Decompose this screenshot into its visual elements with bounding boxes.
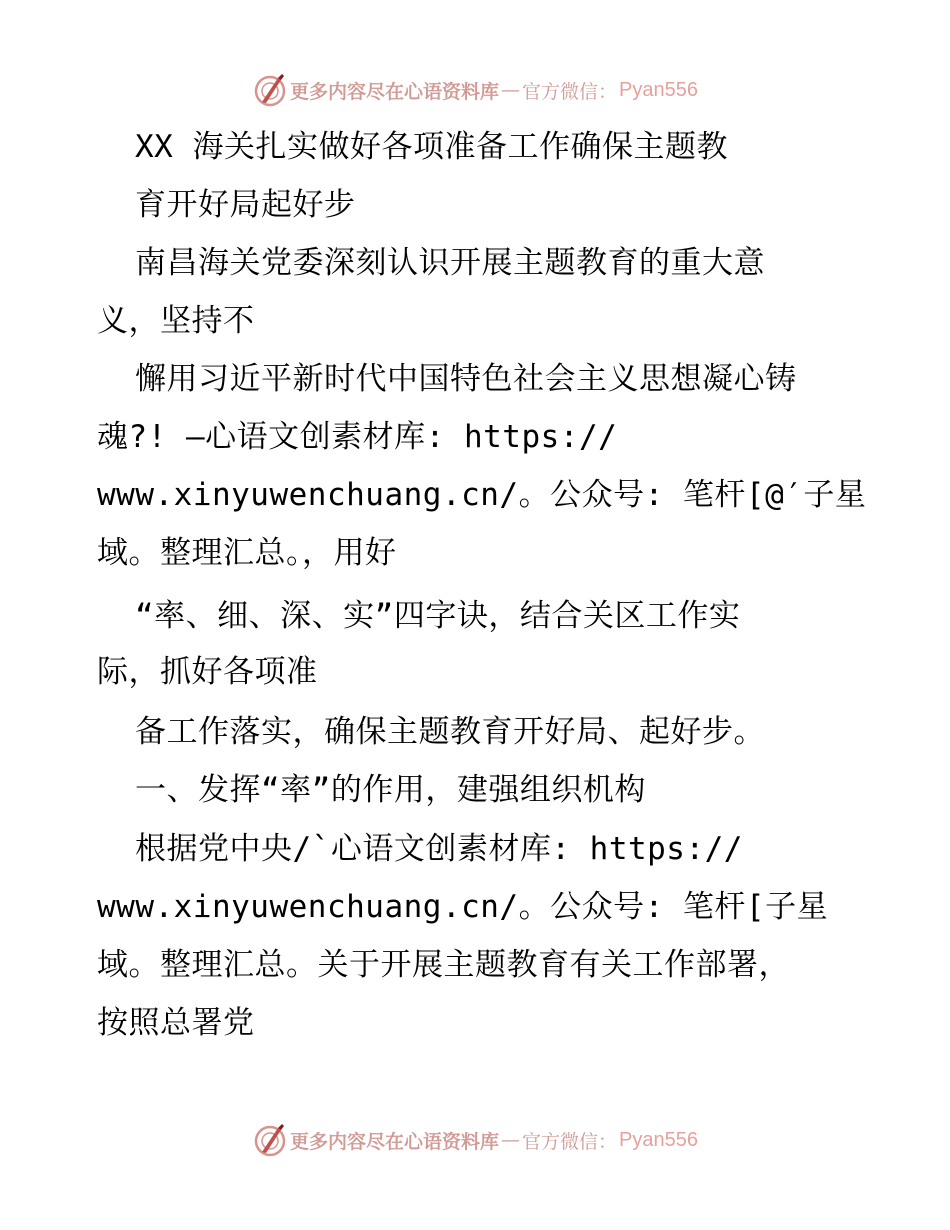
pen-logo-icon [252,72,288,108]
banner-wechat-id: Pyan556 [619,1128,698,1151]
banner-dash: — [501,1129,521,1151]
doc-line: 际，抓好各项准 [97,654,318,690]
doc-line: 备工作落实，确保主题教育开好局、起好步。 [135,714,765,750]
banner-dash: — [501,79,521,101]
banner-title: 更多内容尽在心语资料库 [290,1130,500,1153]
header-watermark-banner [0,70,950,110]
pen-logo-icon [252,1122,288,1158]
doc-line: 懈用习近平新时代中国特色社会主义思想凝心铸 [135,361,797,397]
doc-line: 域。整理汇总。关于开展主题教育有关工作部署， [97,947,790,983]
doc-line: www.xinyuwenchuang.cn/。公众号: 笔杆[子星 [97,889,829,925]
doc-line: 魂?! —心语文创素材库: https:// [97,419,618,455]
doc-line: 按照总署党 [97,1005,255,1041]
doc-line-title-1: XX 海关扎实做好各项准备工作确保主题教 [135,129,728,165]
doc-line-section-heading: 一、发挥“率”的作用，建强组织机构 [135,772,646,808]
doc-line: 南昌海关党委深刻认识开展主题教育的重大意 [135,245,765,281]
doc-line: 义，坚持不 [97,303,255,339]
doc-line-title-2: 育开好局起好步 [135,187,356,223]
doc-line: 域。整理汇总。，用好 [97,535,397,571]
doc-line: 根据党中央/`心语文创素材库: https:// [135,831,743,867]
banner-wechat-id: Pyan556 [619,78,698,101]
doc-line: “率、细、深、实”四字诀，结合关区工作实 [135,598,741,634]
doc-line: www.xinyuwenchuang.cn/。公众号: 笔杆[@′子星 [97,477,867,513]
footer-watermark-banner [0,1120,950,1160]
banner-contact-label: 官方微信： [522,80,618,103]
banner-title: 更多内容尽在心语资料库 [290,80,500,103]
banner-contact-label: 官方微信： [522,1130,618,1153]
